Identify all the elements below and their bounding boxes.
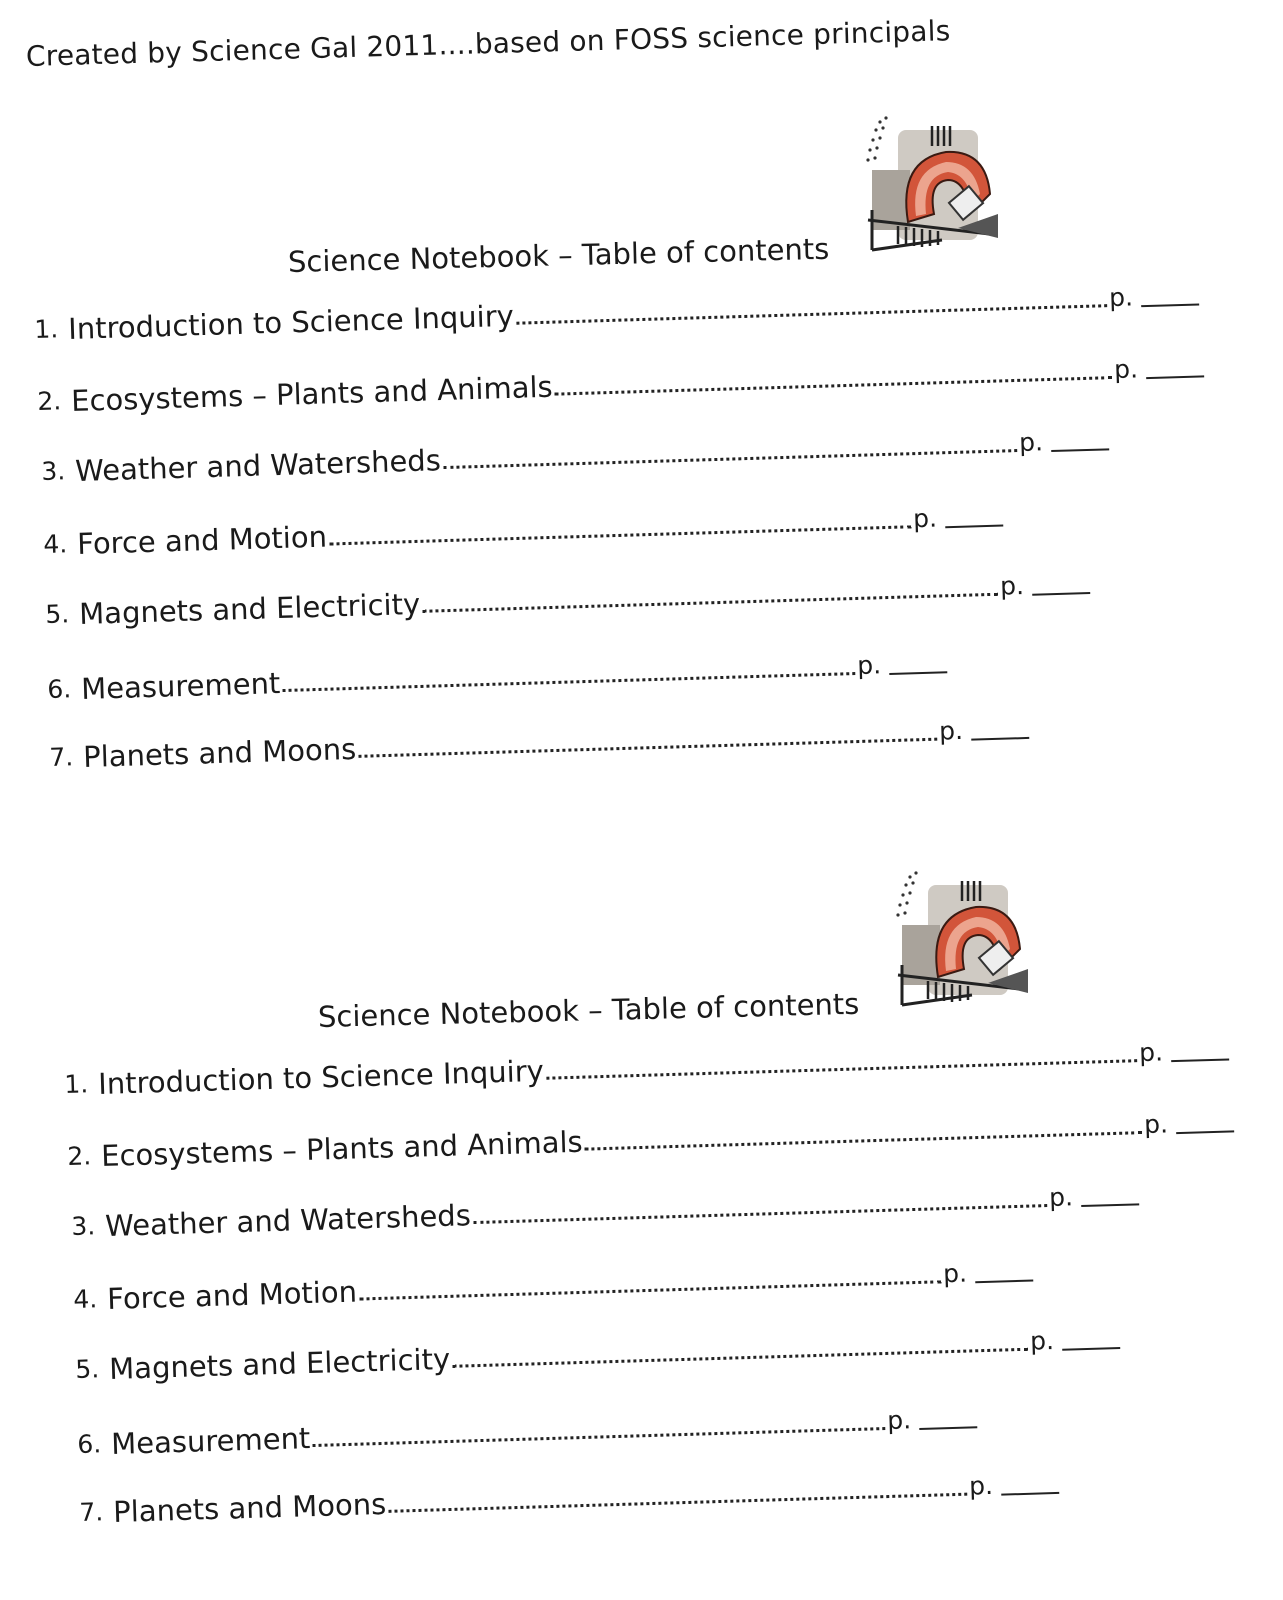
page-number-blank[interactable] bbox=[1146, 375, 1204, 379]
item-number: 4. bbox=[72, 1284, 98, 1315]
page-prefix: p. bbox=[999, 570, 1025, 601]
item-label: Force and Motion bbox=[106, 1274, 358, 1316]
dot-leader bbox=[555, 376, 1113, 396]
item-label: Planets and Moons bbox=[82, 731, 357, 774]
item-label: Ecosystems – Plants and Animals bbox=[100, 1124, 584, 1173]
toc-item bbox=[67, 1102, 1235, 1177]
item-label: Weather and Watersheds bbox=[74, 443, 442, 488]
page-number-blank[interactable] bbox=[1171, 1058, 1229, 1062]
page-prefix: p. bbox=[1029, 1325, 1055, 1356]
item-label: Ecosystems – Plants and Animals bbox=[70, 369, 554, 418]
page-prefix: p. bbox=[968, 1470, 994, 1501]
item-number: 1. bbox=[33, 314, 59, 345]
item-label: Measurement bbox=[110, 1421, 311, 1461]
item-number: 6. bbox=[76, 1429, 102, 1460]
toc-section-1 bbox=[30, 110, 1250, 830]
page-number-blank[interactable] bbox=[1081, 1203, 1139, 1207]
dot-leader bbox=[443, 449, 1017, 469]
item-label: Weather and Watersheds bbox=[104, 1198, 472, 1243]
item-label: Introduction to Science Inquiry bbox=[97, 1053, 545, 1101]
page-prefix: p. bbox=[1113, 354, 1139, 385]
dot-leader bbox=[516, 304, 1107, 325]
toc-item bbox=[79, 1464, 1060, 1533]
page-prefix: p. bbox=[886, 1405, 912, 1435]
page-number-blank[interactable] bbox=[975, 1280, 1033, 1284]
item-number: 7. bbox=[48, 742, 74, 773]
item-number: 6. bbox=[46, 674, 72, 705]
toc-item bbox=[73, 1252, 1034, 1320]
page-prefix: p. bbox=[938, 715, 964, 746]
dot-leader bbox=[312, 1427, 885, 1447]
toc-item bbox=[34, 275, 1200, 350]
item-number: 5. bbox=[74, 1354, 100, 1385]
dot-leader bbox=[422, 593, 998, 613]
toc-item bbox=[64, 1030, 1230, 1105]
toc-title: Science Notebook – Table of contents bbox=[317, 986, 860, 1034]
toc-list bbox=[30, 110, 1250, 830]
toc-item bbox=[77, 1398, 978, 1465]
page-prefix: p. bbox=[1108, 282, 1134, 313]
dot-leader bbox=[282, 672, 855, 692]
item-label: Introduction to Science Inquiry bbox=[67, 298, 515, 346]
page-prefix: p. bbox=[942, 1258, 968, 1289]
toc-item bbox=[41, 420, 1110, 492]
toc-item bbox=[47, 643, 948, 710]
item-label: Force and Motion bbox=[76, 519, 328, 561]
page-prefix: p. bbox=[1138, 1037, 1164, 1068]
item-number: 2. bbox=[36, 386, 62, 417]
page-number-blank[interactable] bbox=[945, 525, 1003, 529]
item-number: 5. bbox=[44, 599, 70, 630]
item-number: 4. bbox=[42, 529, 68, 560]
page-prefix: p. bbox=[1018, 427, 1044, 457]
toc-item bbox=[45, 564, 1091, 635]
toc-list bbox=[60, 865, 1280, 1585]
page-number-blank[interactable] bbox=[1051, 448, 1109, 452]
toc-item bbox=[71, 1175, 1140, 1247]
toc-section-2 bbox=[60, 865, 1280, 1585]
credit-line: Created by Science Gal 2011....based on FOSS science principals bbox=[25, 14, 951, 73]
page-number-blank[interactable] bbox=[1176, 1130, 1234, 1134]
page-prefix: p. bbox=[1048, 1182, 1074, 1212]
item-number: 3. bbox=[40, 456, 66, 487]
toc-item bbox=[37, 347, 1205, 422]
toc-title: Science Notebook – Table of contents bbox=[287, 231, 830, 279]
item-label: Magnets and Electricity bbox=[78, 586, 421, 631]
page-prefix: p. bbox=[912, 503, 938, 534]
dot-leader bbox=[585, 1131, 1143, 1151]
toc-item bbox=[75, 1319, 1121, 1390]
item-number: 2. bbox=[66, 1141, 92, 1172]
item-label: Planets and Moons bbox=[112, 1486, 387, 1529]
page-number-blank[interactable] bbox=[1062, 1347, 1120, 1351]
toc-item bbox=[43, 497, 1004, 565]
dot-leader bbox=[329, 525, 911, 545]
page-number-blank[interactable] bbox=[1001, 1492, 1059, 1496]
item-number: 3. bbox=[70, 1211, 96, 1242]
page-number-blank[interactable] bbox=[889, 671, 947, 675]
dot-leader bbox=[452, 1348, 1028, 1368]
item-label: Magnets and Electricity bbox=[108, 1341, 451, 1386]
dot-leader bbox=[359, 1280, 941, 1300]
page-prefix: p. bbox=[1143, 1109, 1169, 1140]
dot-leader bbox=[473, 1204, 1047, 1224]
dot-leader bbox=[388, 1493, 967, 1513]
page-prefix: p. bbox=[856, 650, 882, 680]
item-number: 1. bbox=[63, 1069, 89, 1100]
page-number-blank[interactable] bbox=[971, 737, 1029, 741]
item-label: Measurement bbox=[80, 666, 281, 706]
dot-leader bbox=[358, 738, 937, 758]
page-number-blank[interactable] bbox=[1141, 303, 1199, 307]
toc-item bbox=[49, 709, 1030, 778]
page-number-blank[interactable] bbox=[919, 1426, 977, 1430]
item-number: 7. bbox=[78, 1497, 104, 1528]
dot-leader bbox=[546, 1059, 1137, 1080]
page-number-blank[interactable] bbox=[1032, 592, 1090, 596]
